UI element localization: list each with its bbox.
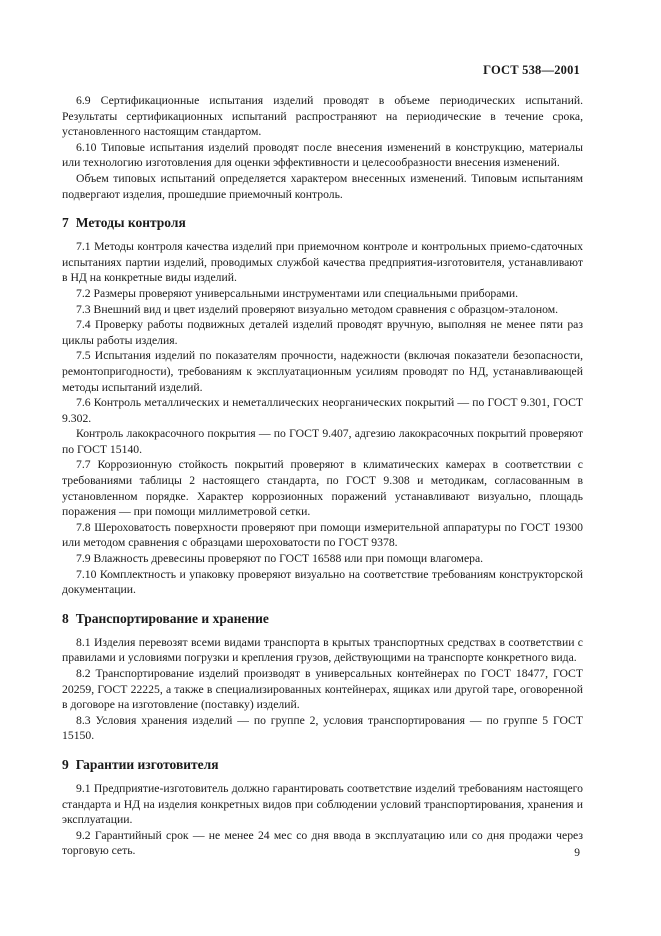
page-number: 9 xyxy=(574,847,580,859)
document-body xyxy=(62,93,583,859)
paragraph-6-10-note: Объем типовых испытаний определяется характером внесенных изменений. Типовым испытаниям подвергают изделия, прошедшие приемочный контроль. xyxy=(62,171,583,201)
paragraph-7-2: 7.2 Размеры проверяют универсальными инструментами или специальными приборами. xyxy=(76,286,519,300)
paragraph-8-3: 8.3 Условия хранения изделий — по группе 2, условия транспортирования — по группе 5 ГОСТ 15150. xyxy=(62,713,583,743)
paragraph-7-10: 7.10 Комплектность и упаковку проверяют визуально на соответствие требованиям конструкторской документации. xyxy=(62,567,583,597)
paragraph-9-1: 9.1 Предприятие-изготовитель должно гарантировать соответствие изделий требованиям настоящего стандарта и НД на изделия конкретных видов при соблюдении условий транспортирования, хранения и эксплуатации. xyxy=(62,781,583,827)
section-7-number: 7 xyxy=(62,215,69,231)
section-8-number: 8 xyxy=(62,610,69,626)
document-code-header: ГОСТ 538—2001 xyxy=(483,63,580,77)
section-8-heading xyxy=(62,610,583,627)
paragraph-6-10: 6.10 Типовые испытания изделий проводят после внесения изменений в конструкцию, материалы или технологию изготовления для оценки эффективности и целесообразности внесения изменений. xyxy=(62,140,583,170)
section-9-heading xyxy=(62,756,583,773)
paragraph-7-1: 7.1 Методы контроля качества изделий при приемочном контроле и контрольных приемо-сдаточных испытаниях партии изделий, проводимых службой качества предприятия-изготовителя, устанавливают в НД на конкретные виды изделий. xyxy=(62,240,583,285)
paragraph-7-3: 7.3 Внешний вид и цвет изделий проверяют визуально методом сравнения с образцом-эталоном. xyxy=(76,302,559,316)
paragraph-7-5: 7.5 Испытания изделий по показателям прочности, надежности (включая показатели безопасности, ремонтопригодности), требованиям к эксплуатационным усилиям проводят по НД, устанавливающей методы испытаний изделий. xyxy=(62,349,583,394)
paragraph-7-4: 7.4 Проверку работы подвижных деталей изделий проводят вручную, выполняя не менее пяти раз циклы работы изделия. xyxy=(62,318,583,347)
section-9-title: Гарантии изготовителя xyxy=(75,756,219,772)
paragraph-9-2: 9.2 Гарантийный срок — не менее 24 мес со дня ввода в эксплуатацию или со дня продажи через торговую сеть. xyxy=(62,828,583,858)
paragraph-7-8: 7.8 Шероховатость поверхности проверяют при помощи измерительной аппаратуры по ГОСТ 19300 или методом сравнения с образцами шероховатости по ГОСТ 9378. xyxy=(62,520,583,550)
paragraph-7-9: 7.9 Влажность древесины проверяют по ГОСТ 16588 или при помощи влагомера. xyxy=(76,552,484,566)
paragraph-7-6: 7.6 Контроль металлических и неметаллических неорганических покрытий — по ГОСТ 9.301, ГОСТ 9.302. xyxy=(62,396,583,425)
section-9-number: 9 xyxy=(62,756,69,772)
section-8-title: Транспортирование и хранение xyxy=(75,610,269,626)
section-7-heading xyxy=(62,214,583,231)
paragraph-7-6-note: Контроль лакокрасочного покрытия — по ГОСТ 9.407, адгезию лакокрасочных покрытий проверяют по ГОСТ 15140. xyxy=(62,427,583,456)
section-7-title: Методы контроля xyxy=(75,215,186,231)
paragraph-8-1: 8.1 Изделия перевозят всеми видами транспорта в крытых транспортных средствах в соответствии с правилами и условиями погрузки и крепления грузов, действующими на транспорте конкретного вида. xyxy=(62,635,583,665)
paragraph-6-9: 6.9 Сертификационные испытания изделий проводят в объеме периодических испытаний. Результаты сертификационных испытаний распространяют на периодические в течение срока, установленного настоящим стандартом. xyxy=(62,94,583,139)
paragraph-7-7: 7.7 Коррозионную стойкость покрытий проверяют в климатических камерах в соответствии с требованиями таблицы 2 настоящего стандарта, по ГОСТ 9.308 и методикам, согласованным в установленном порядке. Характер коррозионных поражений устанавливают визуально, площадь поражения — при помощи миллиметровой сетки. xyxy=(62,458,583,519)
paragraph-8-2: 8.2 Транспортирование изделий производят в универсальных контейнерах по ГОСТ 18477, ГОСТ 20259, ГОСТ 22225, а также в специализированных контейнерах, ящиках или другой таре, оговоренной в договоре на изготовление (поставку) изделий. xyxy=(62,667,583,712)
